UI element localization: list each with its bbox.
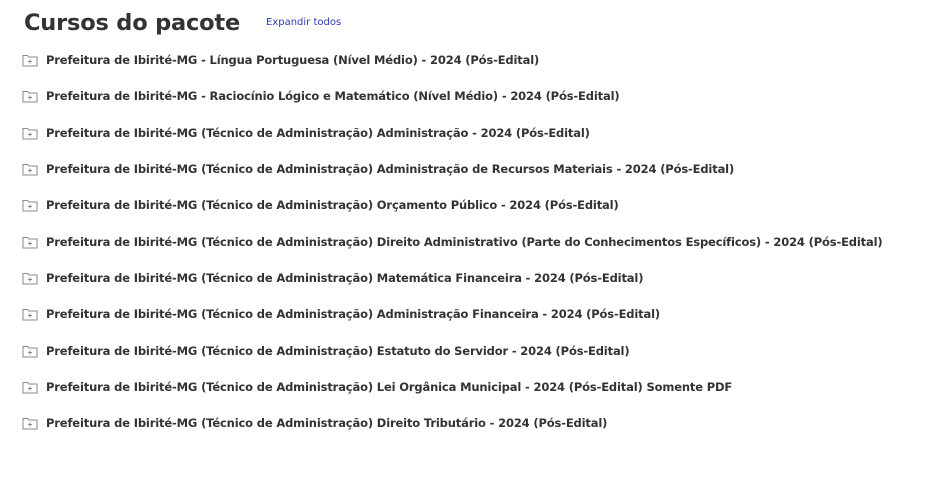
course-title: Prefeitura de Ibirité-MG (Técnico de Administração) Lei Orgânica Municipal - 2024 (Pós-Edital) Somente PDF	[46, 379, 733, 394]
course-item[interactable]	[22, 223, 932, 259]
folder-plus-icon	[22, 162, 38, 176]
course-item[interactable]	[22, 115, 932, 151]
folder-plus-icon	[22, 307, 38, 321]
folder-plus-icon	[22, 53, 38, 67]
course-title: Prefeitura de Ibirité-MG (Técnico de Administração) Direito Administrativo (Parte do Conhecimentos Específicos) - 2024 (Pós-Edital)	[46, 234, 883, 249]
folder-plus-icon	[22, 416, 38, 430]
course-item[interactable]	[22, 260, 932, 296]
course-item[interactable]	[22, 296, 932, 332]
course-title: Prefeitura de Ibirité-MG - Raciocínio Lógico e Matemático (Nível Médio) - 2024 (Pós-Edital)	[46, 89, 620, 104]
course-item[interactable]	[22, 405, 932, 441]
folder-plus-icon	[22, 380, 38, 394]
course-item[interactable]	[22, 332, 932, 368]
folder-plus-icon	[22, 344, 38, 358]
course-title: Prefeitura de Ibirité-MG (Técnico de Administração) Administração Financeira - 2024 (Pós-Edital)	[46, 307, 661, 322]
course-title: Prefeitura de Ibirité-MG (Técnico de Administração) Administração de Recursos Materiais - 2024 (Pós-Edital)	[46, 162, 735, 177]
folder-plus-icon	[22, 126, 38, 140]
folder-plus-icon	[22, 89, 38, 103]
expand-all-link[interactable]: Expandir todos	[266, 17, 342, 28]
course-item[interactable]	[22, 78, 932, 114]
package-header	[24, 6, 341, 40]
course-item[interactable]	[22, 187, 932, 223]
page-title: Cursos do pacote	[24, 10, 240, 36]
course-title: Prefeitura de Ibirité-MG (Técnico de Administração) Administração - 2024 (Pós-Edital)	[46, 125, 590, 140]
course-title: Prefeitura de Ibirité-MG - Língua Portuguesa (Nível Médio) - 2024 (Pós-Edital)	[46, 53, 540, 68]
course-item[interactable]	[22, 42, 932, 78]
course-item[interactable]	[22, 369, 932, 405]
course-list	[22, 42, 932, 441]
course-title: Prefeitura de Ibirité-MG (Técnico de Administração) Estatuto do Servidor - 2024 (Pós-Edital)	[46, 343, 630, 358]
course-title: Prefeitura de Ibirité-MG (Técnico de Administração) Direito Tributário - 2024 (Pós-Edital)	[46, 416, 608, 431]
folder-plus-icon	[22, 271, 38, 285]
course-item[interactable]	[22, 151, 932, 187]
course-title: Prefeitura de Ibirité-MG (Técnico de Administração) Orçamento Público - 2024 (Pós-Edital)	[46, 198, 619, 213]
course-title: Prefeitura de Ibirité-MG (Técnico de Administração) Matemática Financeira - 2024 (Pós-Edital)	[46, 270, 644, 285]
folder-plus-icon	[22, 235, 38, 249]
folder-plus-icon	[22, 198, 38, 212]
